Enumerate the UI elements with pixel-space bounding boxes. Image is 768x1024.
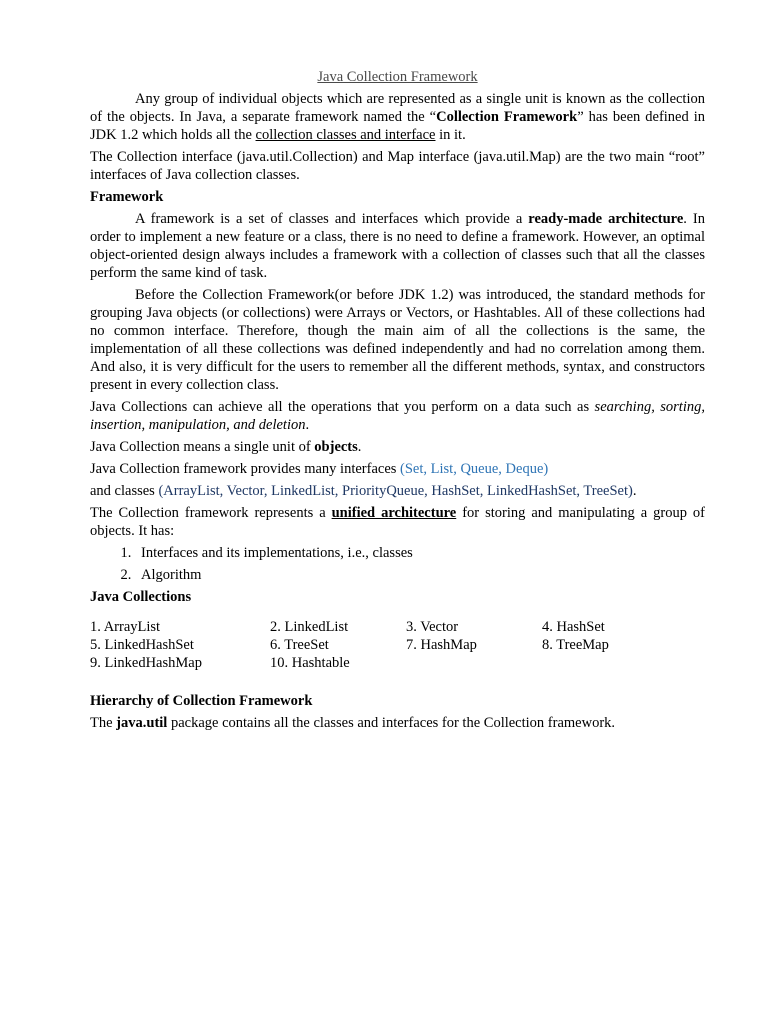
operations-text: Java Collections can achieve all the operations that you perform on a data such as [90, 399, 595, 415]
hierarchy-bold: java.util [116, 715, 168, 731]
collection-item [406, 654, 542, 672]
root-interfaces-paragraph: The Collection interface (java.util.Collection) and Map interface (java.util.Map) are the two main “root” interfaces of Java collection classes. [90, 149, 705, 183]
collection-item: 9. LinkedHashMap [90, 655, 202, 671]
intro-paragraph [90, 90, 705, 144]
framework-bold-term: ready-made architecture [528, 211, 684, 227]
interfaces-text: Java Collection framework provides many interfaces [90, 461, 401, 477]
unified-bold-underlined: unified architecture [331, 505, 457, 521]
collection-item: 6. TreeSet [270, 637, 329, 653]
hierarchy-text-2: package contains all the classes and interfaces for the Collection framework. [167, 715, 616, 731]
framework-definition-paragraph [90, 210, 705, 282]
operations-paragraph [90, 398, 705, 434]
intro-text-2: ” has been defined in JDK 1.2 which holds all the [90, 109, 705, 143]
classes-list: (ArrayList, Vector, LinkedList, PriorityQueue, HashSet, LinkedHashSet, TreeSet) [158, 483, 633, 499]
objects-paragraph [90, 438, 705, 456]
components-list [90, 544, 705, 584]
classes-text-2: . [632, 483, 637, 499]
operations-italic: searching, sorting, insertion, manipulation, and deletion [90, 399, 705, 433]
list-item: 1. Interfaces and its implementations, i.e., classes [135, 544, 705, 562]
intro-underlined-term: collection classes and interface [255, 127, 436, 143]
java-collections-heading: Java Collections [90, 589, 192, 605]
classes-text: and classes [90, 483, 159, 499]
hierarchy-paragraph [90, 714, 705, 732]
spacer [90, 672, 705, 692]
objects-text: Java Collection means a single unit of [90, 439, 315, 455]
operations-text-2: . [305, 417, 310, 433]
document-page [90, 68, 705, 736]
framework-heading: Framework [90, 189, 164, 205]
unified-architecture-paragraph [90, 504, 705, 540]
classes-paragraph [90, 482, 705, 500]
collection-item: 4. HashSet [542, 619, 605, 635]
history-paragraph: Before the Collection Framework(or before JDK 1.2) was introduced, the standard methods for grouping Java objects (or collections) were Arrays or Vectors, or Hashtables. All of these collections had no common interface. Therefore, though the main aim of all the collections is the same, the implementation of all these collections was defined independently and had no correlation among them. And also, it is very difficult for the users to remember all the different methods, syntax, and constructors present in every collection class. [90, 287, 705, 393]
collection-item [542, 654, 702, 672]
intro-text-3: in it. [435, 127, 466, 143]
interfaces-list: (Set, List, Queue, Deque) [400, 461, 549, 477]
collection-item: 8. TreeMap [542, 637, 609, 653]
unified-text: The Collection framework represents a [90, 505, 332, 521]
collections-grid [90, 618, 705, 672]
intro-text: Any group of individual objects which are represented as a single unit is known as the collection of the objects. In Java, a separate framework named the “ [90, 91, 705, 125]
collection-item: 5. LinkedHashSet [90, 637, 194, 653]
collection-item: 3. Vector [406, 619, 459, 635]
list-item: 2. Algorithm [135, 566, 705, 584]
intro-bold-term: Collection Framework [436, 109, 578, 125]
framework-text: A framework is a set of classes and interfaces which provide a [135, 211, 529, 227]
interfaces-paragraph [90, 460, 705, 478]
framework-text-2: . In order to implement a new feature or a class, there is no need to define a framework. However, an optimal object-oriented design always includes a framework with a collection of classes such that all the classes perform the same kind of task. [90, 211, 705, 281]
hierarchy-heading: Hierarchy of Collection Framework [90, 693, 313, 709]
collection-item: 2. LinkedList [270, 619, 349, 635]
document-title [90, 68, 705, 86]
title-text: Java Collection Framework [317, 69, 478, 85]
objects-bold: objects [314, 439, 358, 455]
collection-item: 10. Hashtable [270, 655, 350, 671]
collection-item: 7. HashMap [406, 637, 477, 653]
objects-text-2: . [357, 439, 362, 455]
hierarchy-text: The [90, 715, 117, 731]
collection-item: 1. ArrayList [90, 619, 161, 635]
unified-text-2: for storing and manipulating a group of objects. It has: [90, 505, 705, 539]
